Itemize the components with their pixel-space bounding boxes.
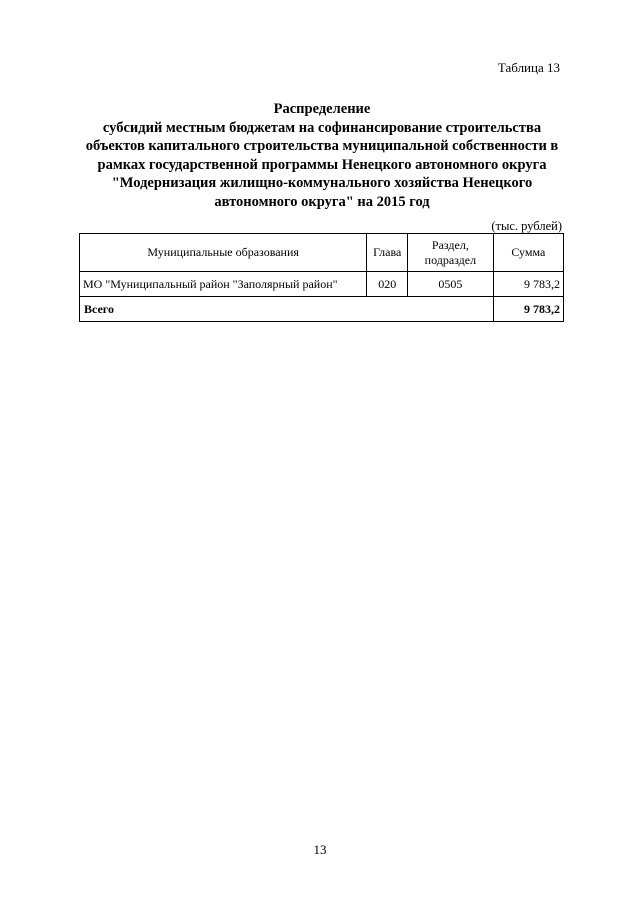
total-row — [80, 297, 564, 322]
distribution-table — [79, 233, 564, 322]
title-line: "Модернизация жилищно-коммунального хозяйства Ненецкого — [111, 175, 533, 192]
page-number: 13 — [313, 842, 327, 857]
header-chapter: Глава — [367, 234, 408, 272]
total-amount: 9 783,2 — [493, 297, 563, 322]
title-line: автономного округа" на 2015 год — [214, 193, 430, 210]
header-municipality: Муниципальные образования — [80, 234, 367, 272]
header-section-line1: Раздел, — [431, 237, 469, 252]
table-row — [80, 272, 564, 297]
title-line: Распределение — [273, 101, 371, 117]
cell-section: 0505 — [408, 272, 494, 297]
title-line: объектов капитального строительства муниципальной собственности в — [85, 138, 559, 155]
total-label: Всего — [80, 297, 494, 322]
table-header-row — [80, 234, 564, 272]
units-label: (тыс. рублей) — [491, 219, 562, 233]
document-title — [78, 100, 566, 212]
title-line: субсидий местным бюджетам на софинансирование строительства — [102, 119, 542, 136]
cell-municipality: МО "Муниципальный район "Заполярный район" — [80, 272, 367, 297]
header-amount: Сумма — [493, 234, 563, 272]
cell-chapter: 020 — [367, 272, 408, 297]
header-section — [408, 234, 494, 272]
header-section-line2: подраздел — [424, 252, 477, 267]
table-number-label: Таблица 13 — [497, 60, 560, 75]
cell-amount: 9 783,2 — [493, 272, 563, 297]
title-line: рамках государственной программы Ненецкого автономного округа — [97, 156, 547, 173]
